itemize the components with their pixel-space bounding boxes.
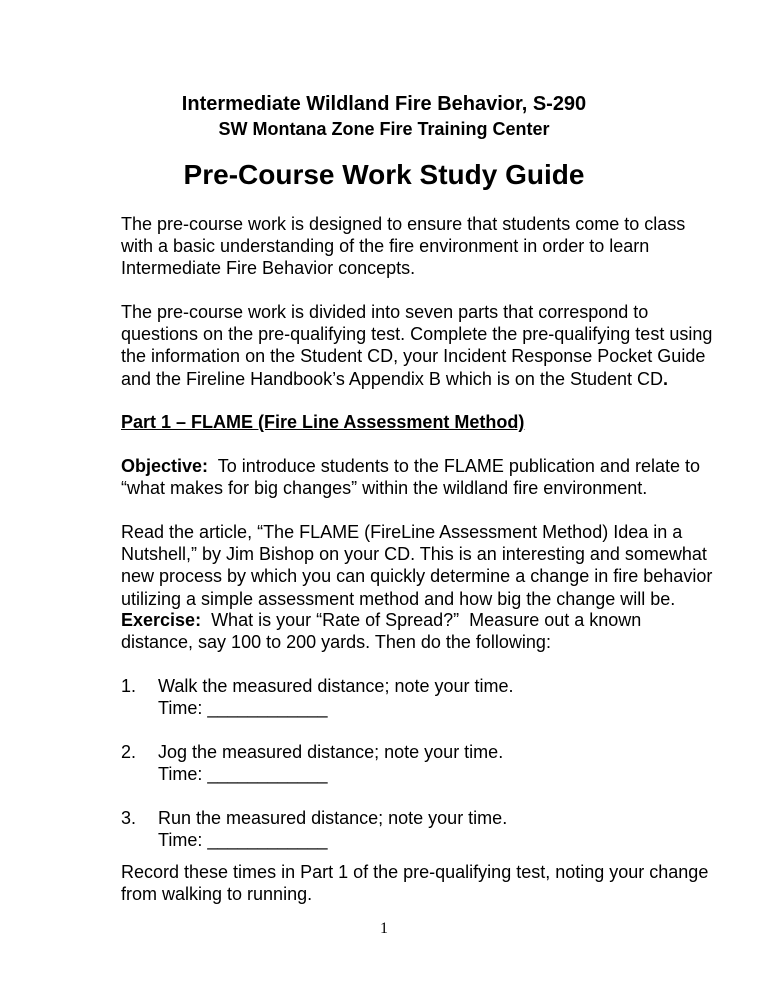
time-blank: Time: ____________ (158, 764, 328, 785)
exercise-label: Exercise: (121, 610, 202, 630)
step-number: 1. (121, 676, 137, 696)
time-blank: Time: ____________ (158, 698, 328, 719)
objective-paragraph: Objective: To introduce students to the FLAME publication and relate to “what makes for big changes” within the wildland fire environment. (121, 456, 700, 499)
step-number: 3. (121, 808, 137, 828)
part1-heading: Part 1 – FLAME (Fire Line Assessment Method) (121, 412, 525, 432)
page-number: 1 (380, 920, 388, 937)
step-text: Walk the measured distance; note your time. (158, 676, 514, 696)
time-blank: Time: ____________ (158, 830, 328, 851)
guide-title: Pre-Course Work Study Guide (183, 159, 585, 190)
step-text: Jog the measured distance; note your time. (158, 742, 504, 762)
course-title: Intermediate Wildland Fire Behavior, S-290 (181, 93, 587, 115)
objective-label: Objective: (121, 456, 209, 476)
intro-paragraph-1: The pre-course work is designed to ensure that students come to class with a basic understanding of the fire environment in order to learn Intermediate Fire Behavior concepts. (121, 214, 686, 279)
exercise-paragraph: Exercise: What is your “Rate of Spread?” Measure out a known distance, say 100 to 200 yards. Then do the following: (121, 610, 642, 653)
record-paragraph: Record these times in Part 1 of the pre-qualifying test, noting your change from walking to running. (121, 862, 709, 905)
intro-paragraph-2: The pre-course work is divided into seven parts that correspond to questions on the pre-qualifying test. Complete the pre-qualifying test using the information on the Student CD, your Incident Response Pocket Guide and the Fireline Handbook’s Appendix B which is on the Student CD. (121, 302, 713, 389)
step-number: 2. (121, 742, 137, 762)
read-paragraph: Read the article, “The FLAME (FireLine Assessment Method) Idea in a Nutshell,” by Jim Bishop on your CD. This is an interesting and somewhat new process by which you can quickly determine a change in fire behavior utilizing a simple assessment method and how big the change will be. (121, 522, 713, 609)
step-text: Run the measured distance; note your time. (158, 808, 508, 828)
center-name: SW Montana Zone Fire Training Center (218, 119, 550, 139)
